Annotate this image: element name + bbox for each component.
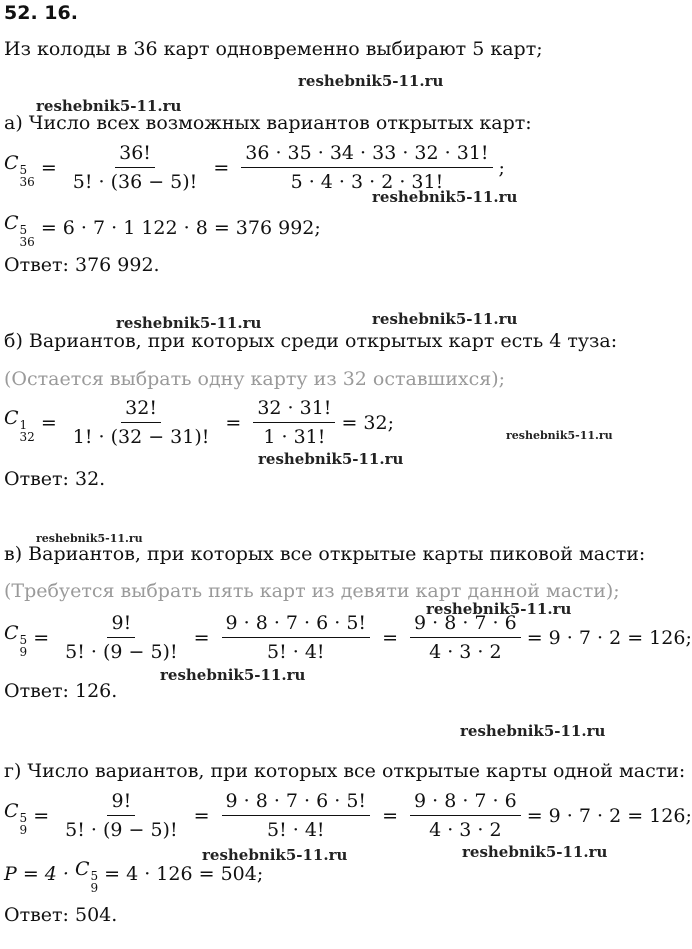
watermark: reshebnik5-11.ru (460, 722, 606, 740)
c-sup: 5 (19, 223, 28, 237)
numerator: 32 · 31! (253, 397, 335, 423)
fraction (222, 612, 371, 663)
numerator: 32! (121, 397, 161, 423)
formula-tail: ; (498, 156, 505, 179)
watermark: reshebnik5-11.ru (160, 666, 306, 684)
part-g-answer: Ответ: 504. (4, 904, 118, 926)
part-v-formula: C 5 9 = $\frac{9!}{5! \cdot (9 - 5)!}$ = $\frac{9 \cdot 8 \cdot 7 \cdot 6 \cdot 5!}{5! \cdot 4!}$ = $\frac{9 \cdot 8 \cdot 7 \cdot 6}{4 \cdot 3 \cdot 2}$ = 9 · 7 · 2 = 126; (4, 612, 692, 663)
numerator: 9 · 8 · 7 · 6 · 5! (222, 612, 371, 638)
part-a-answer: Ответ: 376 992. (4, 254, 160, 276)
part-v-answer: Ответ: 126. (4, 680, 118, 702)
watermark: reshebnik5-11.ru (298, 72, 444, 90)
part-g-formula: C 5 9 = $\frac{9!}{5! \cdot (9 - 5)!}$ = $\frac{9 \cdot 8 \cdot 7 \cdot 6 \cdot 5!}{5! \cdot 4!}$ = $\frac{9 \cdot 8 \cdot 7 \cdot 6}{4 \cdot 3 \cdot 2}$ = 9 · 7 · 2 = 126; (4, 790, 692, 841)
fraction (410, 790, 521, 841)
part-b-formula: C 1 32 = $\frac{32!}{1! \cdot (32 - 31)!}$ = $\frac{32 \cdot 31!}{1 \cdot 31!}$ = 32; (4, 397, 394, 448)
part-b-heading: б) Вариантов, при которых среди открытых карт есть 4 туза: (4, 330, 618, 352)
combination-symbol: C 5 9 (4, 800, 28, 837)
numerator: 9 · 8 · 7 · 6 (410, 790, 521, 816)
watermark: reshebnik5-11.ru (258, 450, 404, 468)
fraction (61, 612, 181, 663)
p-prefix: P = 4 · (4, 862, 69, 885)
numerator: 36! (115, 142, 155, 168)
c-sub: 9 (19, 823, 28, 837)
watermark: reshebnik5-11.ru (36, 97, 182, 115)
part-a-heading: а) Число всех возможных вариантов открытых карт: (4, 112, 532, 134)
numerator: 9 · 8 · 7 · 6 (410, 612, 521, 638)
formula-tail: = 9 · 7 · 2 = 126; (526, 626, 692, 649)
problem-statement: Из колоды в 36 карт одновременно выбирают 5 карт; (4, 38, 543, 60)
numerator: 9 · 8 · 7 · 6 · 5! (222, 790, 371, 816)
denominator: 5! · (36 − 5)! (72, 171, 198, 193)
c-sub: 32 (19, 430, 35, 444)
c-sub: 9 (90, 881, 99, 895)
watermark: reshebnik5-11.ru (372, 188, 518, 206)
p-result: = 4 · 126 = 504; (104, 862, 264, 885)
part-v-note: (Требуется выбрать пять карт из девяти карт данной масти); (4, 580, 620, 602)
part-a-formula: C 5 36 = $\frac{36!}{5! \cdot (36 - 5)!}$ = $\frac{36 \cdot 35 \cdot 34 \cdot 33 \cdot 32 \cdot 31!}{5 \cdot 4 \cdot 3 \cdot 2 \cdot 31!}$ ; (4, 142, 505, 193)
part-b-answer: Ответ: 32. (4, 468, 106, 490)
denominator: 4 · 3 · 2 (429, 641, 502, 663)
combination-symbol: C 1 32 (4, 407, 35, 444)
watermark: reshebnik5-11.ru (506, 429, 613, 442)
part-b-note: (Остается выбрать одну карту из 32 оставшихся); (4, 368, 506, 390)
part-g-probability (4, 858, 264, 895)
watermark: reshebnik5-11.ru (372, 310, 518, 328)
c-sub: 36 (19, 235, 35, 249)
combination-symbol: C 5 9 (74, 858, 99, 895)
denominator: 1 · 31! (263, 426, 326, 448)
fraction (222, 790, 371, 841)
denominator: 5 · 4 · 3 · 2 · 31! (290, 171, 444, 193)
watermark: reshebnik5-11.ru (116, 314, 262, 332)
watermark: reshebnik5-11.ru (426, 600, 572, 618)
numerator: 9! (107, 790, 135, 816)
c-sup: 1 (19, 418, 28, 432)
formula-tail: = 9 · 7 · 2 = 126; (526, 804, 692, 827)
combination-symbol: C 5 9 (4, 622, 28, 659)
c-sup: 5 (90, 869, 99, 883)
denominator: 5! · (9 − 5)! (65, 641, 178, 663)
result-text: = 6 · 7 · 1 122 · 8 = 376 992; (40, 216, 321, 239)
c-sup: 5 (19, 633, 28, 647)
c-sup: 5 (19, 163, 28, 177)
denominator: 5! · 4! (267, 819, 325, 841)
fraction (69, 142, 202, 193)
watermark: reshebnik5-11.ru (462, 843, 608, 861)
fraction (69, 397, 214, 448)
c-sub: 36 (19, 175, 35, 189)
denominator: 5! · 4! (267, 641, 325, 663)
fraction (61, 790, 181, 841)
combination-symbol: C 5 36 (4, 212, 35, 249)
c-sub: 9 (19, 645, 28, 659)
denominator: 1! · (32 − 31)! (72, 426, 210, 448)
part-v-heading: в) Вариантов, при которых все открытые карты пиковой масти: (4, 543, 646, 565)
denominator: 4 · 3 · 2 (429, 819, 502, 841)
formula-tail: = 32; (341, 411, 394, 434)
combination-symbol: C 5 36 (4, 152, 35, 189)
fraction (410, 612, 521, 663)
c-sup: 5 (19, 811, 28, 825)
numerator: 36 · 35 · 34 · 33 · 32 · 31! (241, 142, 492, 168)
watermark: reshebnik5-11.ru (36, 532, 143, 545)
fraction (241, 142, 492, 193)
problem-number: 52. 16. (4, 2, 78, 24)
watermark: reshebnik5-11.ru (202, 846, 348, 864)
numerator: 9! (107, 612, 135, 638)
part-g-heading: г) Число вариантов, при которых все открытые карты одной масти: (4, 760, 686, 782)
part-a-result (4, 212, 321, 249)
denominator: 5! · (9 − 5)! (65, 819, 178, 841)
fraction (253, 397, 335, 448)
